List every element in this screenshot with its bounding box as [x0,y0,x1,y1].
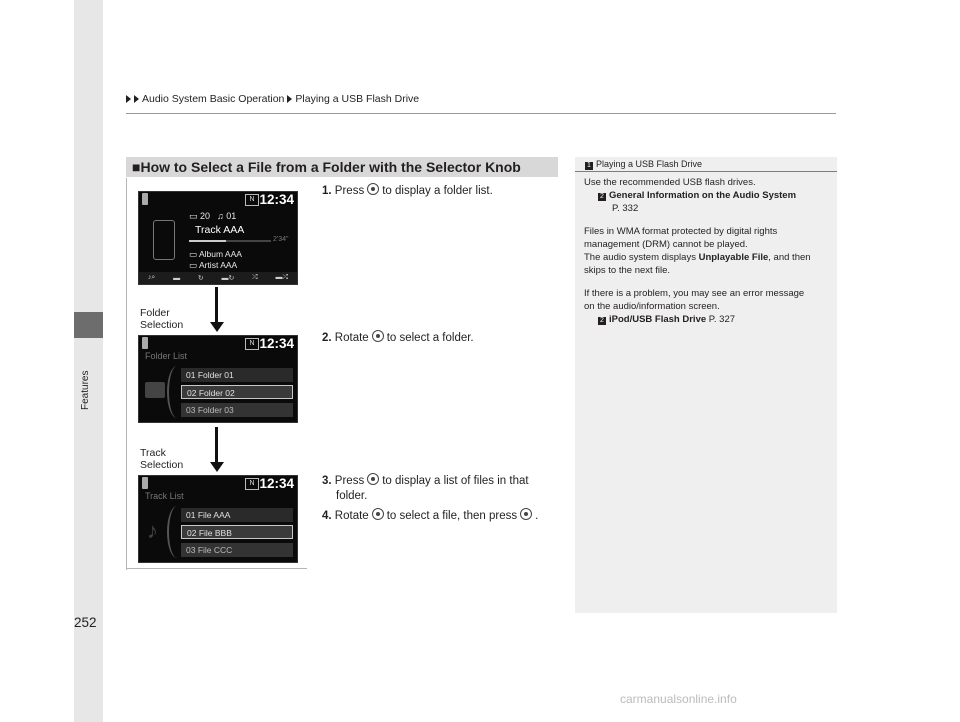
folder-number: ▭ 20 [189,211,211,221]
press-knob-icon [520,508,532,520]
step-1: 1. Press to display a folder list. [322,185,493,197]
n-badge: N [245,194,259,206]
list-title: Track List [145,491,184,501]
repeat-icon: ↻ [197,275,204,282]
folder-item[interactable]: 03 Folder 03 [181,403,293,417]
step-2: 2. Rotate to select a folder. [322,332,474,344]
section-heading: ■How to Select a File from a Folder with the Selector Knob [126,157,558,177]
clock: 12:34 [259,336,294,351]
clock: 12:34 [259,192,294,207]
now-playing-screen [138,191,298,285]
folder-icon [145,382,165,398]
music-search-icon: ♪⌕ [147,274,156,281]
section-bottom-rule [127,568,307,569]
side-tab-marker [74,312,103,338]
breadcrumb-usb: Playing a USB Flash Drive [295,93,420,105]
breadcrumb [126,93,419,105]
n-badge: N [245,478,259,490]
press-knob-icon [367,473,379,485]
breadcrumb-arrow-icon [126,95,131,103]
folder-shuffle-icon: ▬⤮ [275,274,289,281]
shuffle-icon: ⤮ [252,274,258,281]
note-rule [575,171,837,172]
track-title: Track AAA [195,224,245,236]
page-number: 252 [74,615,97,630]
step-4: 4. Rotate to select a file, then press . [322,510,539,522]
progress-bar [189,240,271,242]
breadcrumb-arrow-icon [134,95,139,103]
arrow-shaft [215,427,218,463]
rotate-knob-icon [372,330,384,342]
track-item[interactable]: 03 File CCC [181,543,293,557]
folder-item-selected[interactable]: 02 Folder 02 [181,385,293,399]
usb-large-icon [153,220,175,260]
reference-icon: 2 [598,317,606,325]
folder-item[interactable]: 01 Folder 01 [181,368,293,382]
artist-name: ▭ Artist AAA [189,260,238,270]
function-bar [139,272,297,284]
side-tab-label: Features [80,370,91,410]
clock: 12:34 [259,476,294,491]
ref-ipod-usb-link[interactable]: iPod/USB Flash Drive [609,314,707,325]
breadcrumb-audio-system[interactable]: Audio System Basic Operation [142,93,285,105]
section-left-rule [126,178,127,570]
music-note-icon: ♪ [147,518,158,543]
arrow-down-icon [210,462,224,472]
ref-general-info-link[interactable]: General Information on the Audio System [609,190,797,201]
header-rule [126,113,836,114]
reference-icon: 2 [598,193,606,201]
track-number: ♫ 01 [217,211,237,221]
track-item-selected[interactable]: 02 File BBB [181,525,293,539]
press-knob-icon [367,183,379,195]
n-badge: N [245,338,259,350]
usb-icon [142,337,148,349]
album-name: ▭ Album AAA [189,249,242,259]
note-marker-icon: 1 [585,162,593,170]
track-list-screen [138,475,298,563]
note-body: Use the recommended USB flash drives. 2 General Information on the Audio System P. 332 Files in WMA format protected by digital rights management (DRM) cannot be played. The audio system displays Unplayable File, and then skips to the next file. If there is a problem, you may see an error message on the audio/information screen. 2 iPod/USB Flash Drive P. 327 [584,177,811,325]
note-header: 1 Playing a USB Flash Drive [575,157,837,171]
arrow-shaft [215,287,218,323]
folder-list-screen [138,335,298,423]
watermark: carmanualsonline.info [620,692,737,706]
step-3: 3. Press to display a list of files in that folder. [322,475,529,502]
breadcrumb-arrow-icon [287,95,292,103]
usb-icon [142,193,148,205]
elapsed-time: 2'34" [273,236,289,243]
folder-icon: ▬ [173,274,181,282]
usb-icon [142,477,148,489]
arrow-down-icon [210,322,224,332]
folder-selection-label: Folder Selection [140,307,184,331]
track-selection-label: Track Selection [140,447,184,471]
folder-repeat-icon: ▬↻ [221,275,235,282]
rotate-knob-icon [372,508,384,520]
list-title: Folder List [145,351,188,361]
track-item[interactable]: 01 File AAA [181,508,293,522]
